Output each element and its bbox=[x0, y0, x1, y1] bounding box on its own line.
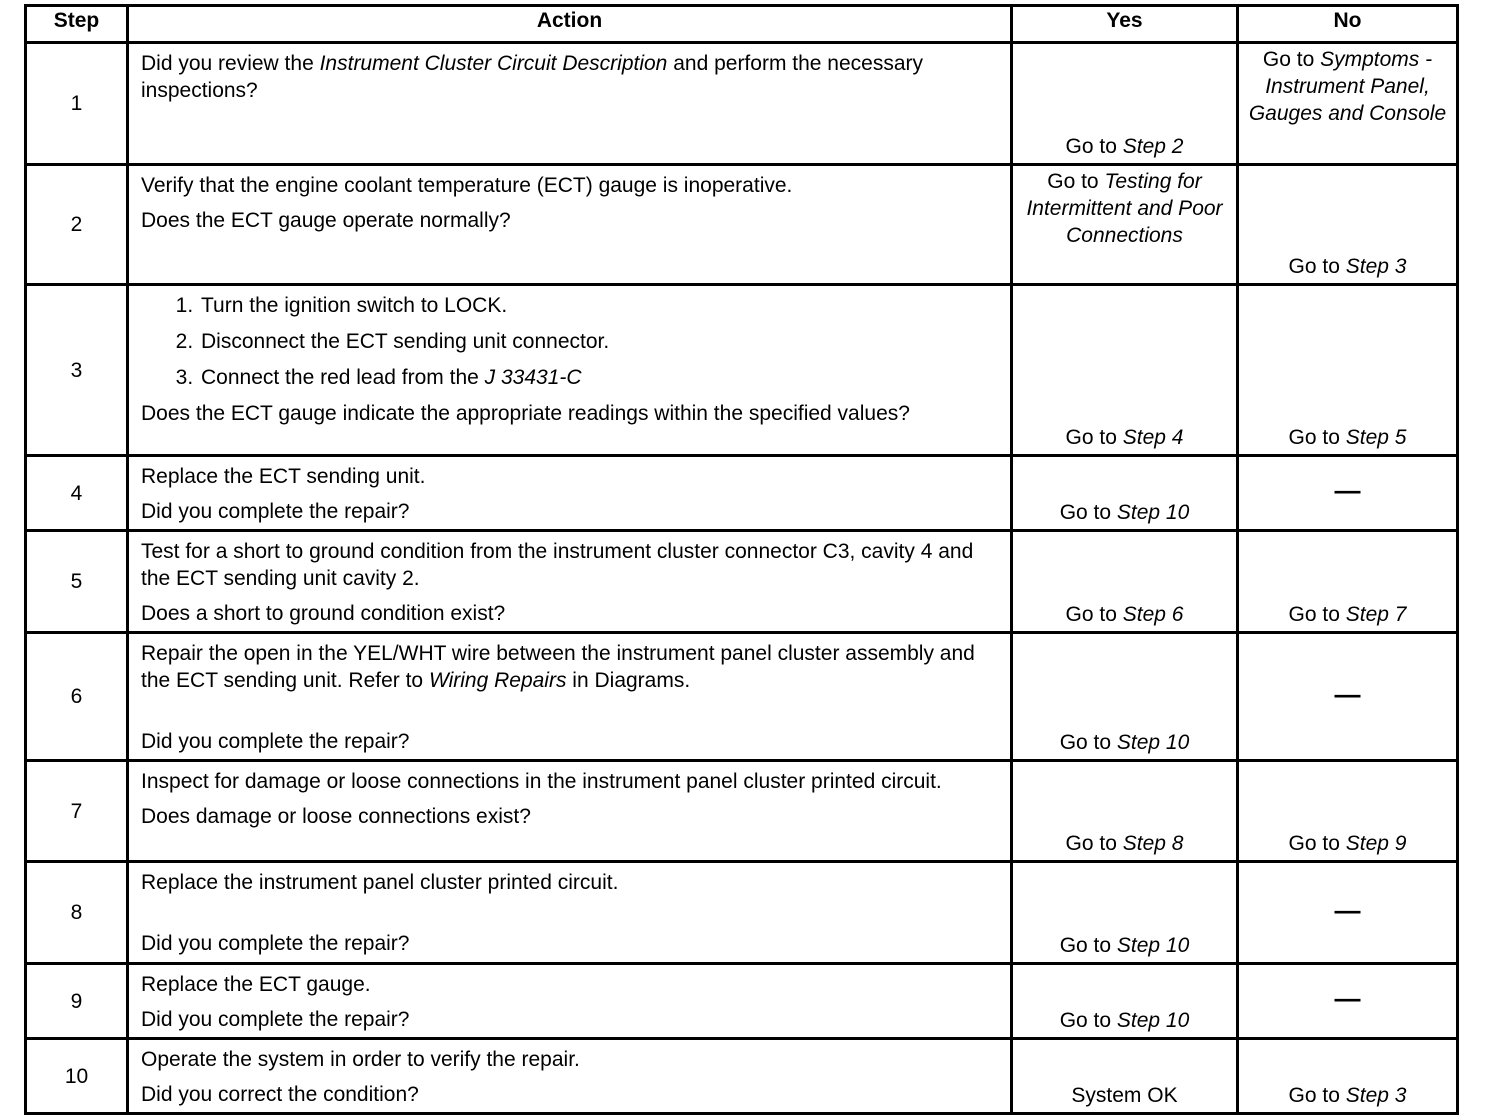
yes-cell bbox=[1012, 964, 1238, 1039]
action-text: Replace the instrument panel cluster printed circuit. bbox=[141, 871, 619, 894]
step-number: 2 bbox=[26, 165, 128, 285]
yes-prefix: Go to bbox=[1065, 832, 1123, 855]
action-question: Did you complete the repair? bbox=[141, 932, 410, 955]
action-question: Did you complete the repair? bbox=[141, 500, 410, 523]
no-link[interactable]: Step 5 bbox=[1345, 426, 1407, 449]
action-text: Operate the system in order to verify the repair. bbox=[141, 1048, 580, 1071]
no-cell bbox=[1238, 633, 1458, 761]
yes-prefix: Go to bbox=[1065, 603, 1123, 626]
table-row bbox=[26, 1039, 1458, 1114]
step-number: 4 bbox=[26, 456, 128, 531]
action-text: Replace the ECT gauge. bbox=[141, 973, 371, 996]
action-text: Verify that the engine coolant temperature (ECT) gauge is inoperative. bbox=[141, 174, 793, 197]
no-dash: — bbox=[1334, 983, 1361, 1013]
no-cell bbox=[1238, 964, 1458, 1039]
header-no: No bbox=[1238, 6, 1458, 43]
yes-cell bbox=[1012, 165, 1238, 285]
step-number: 5 bbox=[26, 531, 128, 633]
step-number: 7 bbox=[26, 761, 128, 862]
no-link[interactable]: Step 9 bbox=[1345, 832, 1407, 855]
yes-cell bbox=[1012, 285, 1238, 456]
no-cell bbox=[1238, 761, 1458, 862]
no-prefix: Go to bbox=[1288, 832, 1346, 855]
action-question: Did you complete the repair? bbox=[141, 1008, 410, 1031]
list-item bbox=[199, 364, 1000, 391]
table-row bbox=[26, 531, 1458, 633]
yes-link[interactable]: Step 10 bbox=[1116, 731, 1190, 754]
action-question: Does the ECT gauge operate normally? bbox=[141, 209, 511, 232]
yes-prefix: Go to bbox=[1065, 135, 1123, 158]
list-item-text: Connect the red lead from the bbox=[201, 366, 485, 389]
yes-link[interactable]: Step 10 bbox=[1116, 501, 1190, 524]
no-link[interactable]: Step 3 bbox=[1345, 255, 1407, 278]
yes-cell bbox=[1012, 43, 1238, 165]
action-cell bbox=[128, 531, 1012, 633]
yes-link[interactable]: Step 10 bbox=[1116, 934, 1190, 957]
no-prefix: Go to bbox=[1262, 48, 1321, 71]
yes-cell bbox=[1012, 531, 1238, 633]
table-row bbox=[26, 964, 1458, 1039]
yes-cell bbox=[1012, 862, 1238, 964]
action-text: Replace the ECT sending unit. bbox=[141, 465, 426, 488]
no-link[interactable]: Step 7 bbox=[1345, 603, 1407, 626]
action-cell bbox=[128, 285, 1012, 456]
table-row bbox=[26, 456, 1458, 531]
yes-link[interactable]: Step 6 bbox=[1122, 603, 1184, 626]
step-number: 9 bbox=[26, 964, 128, 1039]
action-question: Does damage or loose connections exist? bbox=[141, 805, 531, 828]
no-prefix: Go to bbox=[1288, 426, 1346, 449]
yes-cell bbox=[1012, 1039, 1238, 1114]
yes-cell bbox=[1012, 761, 1238, 862]
yes-prefix: Go to bbox=[1065, 426, 1123, 449]
diagnostic-table bbox=[24, 4, 1459, 1115]
table-row bbox=[26, 285, 1458, 456]
yes-link[interactable]: Step 2 bbox=[1122, 135, 1184, 158]
action-cell bbox=[128, 1039, 1012, 1114]
table-row bbox=[26, 862, 1458, 964]
table-row bbox=[26, 165, 1458, 285]
tool-reference: J 33431-C bbox=[484, 366, 582, 389]
action-text: Inspect for damage or loose connections in the instrument panel cluster printed circuit. bbox=[141, 770, 942, 793]
step-number: 1 bbox=[26, 43, 128, 165]
action-question: Does a short to ground condition exist? bbox=[141, 602, 506, 625]
action-cell bbox=[128, 862, 1012, 964]
no-cell bbox=[1238, 165, 1458, 285]
step-number: 10 bbox=[26, 1039, 128, 1114]
yes-prefix: Go to bbox=[1059, 731, 1117, 754]
no-prefix: Go to bbox=[1288, 603, 1346, 626]
action-reference: Wiring Repairs bbox=[428, 669, 567, 692]
yes-link[interactable]: Step 4 bbox=[1122, 426, 1184, 449]
yes-link[interactable]: Step 8 bbox=[1122, 832, 1184, 855]
action-text: and perform the necessary inspections? bbox=[141, 52, 924, 102]
action-question: Does the ECT gauge indicate the appropriate readings within the specified values? bbox=[141, 402, 910, 425]
no-cell bbox=[1238, 1039, 1458, 1114]
action-cell bbox=[128, 633, 1012, 761]
table-row bbox=[26, 43, 1458, 165]
yes-cell bbox=[1012, 633, 1238, 761]
table-row bbox=[26, 633, 1458, 761]
header-action: Action bbox=[128, 6, 1012, 43]
yes-result: System OK bbox=[1071, 1084, 1178, 1107]
step-number: 3 bbox=[26, 285, 128, 456]
action-cell bbox=[128, 43, 1012, 165]
no-link[interactable]: Symptoms - Instrument Panel, Gauges and Console bbox=[1248, 48, 1447, 125]
no-prefix: Go to bbox=[1288, 255, 1346, 278]
step-number: 6 bbox=[26, 633, 128, 761]
no-prefix: Go to bbox=[1288, 1084, 1346, 1107]
no-cell bbox=[1238, 43, 1458, 165]
header-row bbox=[26, 6, 1458, 43]
list-item: 1. Turn the ignition switch to LOCK. bbox=[199, 292, 1000, 319]
no-cell bbox=[1238, 862, 1458, 964]
yes-link[interactable]: Testing for Intermittent and Poor Connections bbox=[1026, 170, 1223, 247]
no-link[interactable]: Step 3 bbox=[1345, 1084, 1407, 1107]
header-yes: Yes bbox=[1012, 6, 1238, 43]
no-dash: — bbox=[1334, 678, 1361, 709]
no-cell bbox=[1238, 456, 1458, 531]
header-step: Step bbox=[26, 6, 128, 43]
action-text: Repair the open in the YEL/WHT wire between the instrument panel cluster assembly and the ECT sending unit. Refer to bbox=[141, 642, 975, 692]
action-cell bbox=[128, 165, 1012, 285]
yes-cell bbox=[1012, 456, 1238, 531]
no-cell bbox=[1238, 285, 1458, 456]
action-cell bbox=[128, 964, 1012, 1039]
yes-prefix: Go to bbox=[1059, 1009, 1117, 1032]
action-question: Did you complete the repair? bbox=[141, 730, 410, 753]
no-dash: — bbox=[1334, 894, 1361, 925]
yes-link[interactable]: Step 10 bbox=[1116, 1009, 1190, 1032]
action-reference: Instrument Cluster Circuit Description bbox=[319, 52, 668, 75]
action-steps-list bbox=[141, 292, 1000, 391]
yes-prefix: Go to bbox=[1059, 934, 1117, 957]
action-text: Did you review the bbox=[141, 52, 320, 75]
action-cell bbox=[128, 456, 1012, 531]
action-text: in Diagrams. bbox=[566, 669, 691, 692]
action-question: Did you correct the condition? bbox=[141, 1083, 419, 1106]
list-item: 2. Disconnect the ECT sending unit connector. bbox=[199, 328, 1000, 355]
table-row bbox=[26, 761, 1458, 862]
yes-prefix: Go to bbox=[1059, 501, 1117, 524]
action-cell bbox=[128, 761, 1012, 862]
step-number: 8 bbox=[26, 862, 128, 964]
no-cell bbox=[1238, 531, 1458, 633]
no-dash: — bbox=[1334, 475, 1361, 505]
yes-prefix: Go to bbox=[1047, 170, 1105, 193]
action-text: Test for a short to ground condition from the instrument cluster connector C3, cavity 4 and the ECT sending unit cavity 2. bbox=[141, 540, 974, 590]
